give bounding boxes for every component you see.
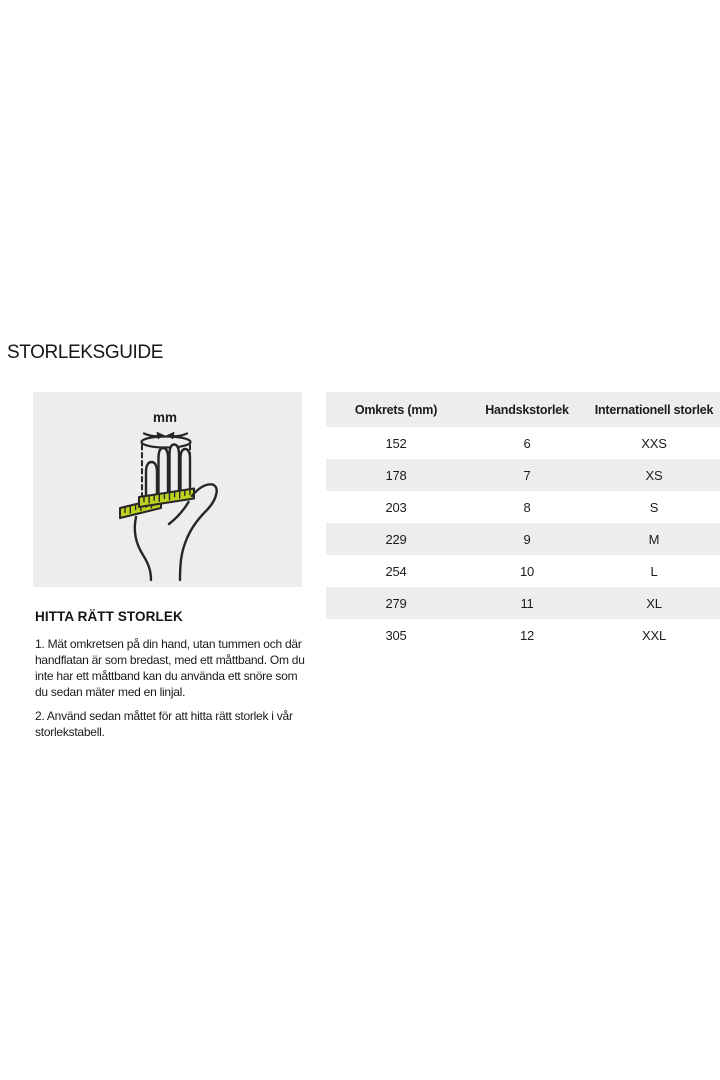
table-header-cell-circumference: Omkrets (mm) [354,402,438,417]
table-cell: 7 [523,467,531,483]
table-cell: 152 [385,435,407,451]
table-cell: 279 [385,595,407,611]
table-cell: XL [646,595,662,611]
table-cell: 305 [385,627,407,643]
table-cell: 9 [523,531,531,547]
table-cell: 203 [385,499,407,515]
table-row [326,491,720,523]
table-cell: 11 [520,595,534,611]
table-row [326,587,720,619]
table-row [326,523,720,555]
size-guide-table [326,392,720,651]
table-cell: 8 [523,499,531,515]
table-cell: 6 [523,435,531,451]
table-cell: 10 [519,563,535,579]
table-cell: S [649,499,659,515]
table-header-cell-glove-size: Handskstorlek [485,402,569,417]
table-row [326,427,720,459]
table-cell: 229 [385,531,407,547]
table-cell: 254 [385,563,407,579]
table-cell: XXS [641,435,667,451]
table-cell: XXL [642,627,666,643]
hand-measurement-svg [33,392,302,587]
table-header-row [326,392,720,427]
instructions-heading: HITTA RÄTT STORLEK [35,609,183,624]
measure-instructions [35,609,311,740]
table-cell: XS [645,467,663,483]
table-row [326,459,720,491]
table-cell: 12 [519,627,535,643]
instruction-step-1: 1. Mät omkretsen på din hand, utan tummen och där handflatan är som bredast, med ett måttband. Om du inte har ett måttband kan du använda ett snöre som du sedan mäter med en linjal. [35,637,305,699]
mm-label: mm [152,410,178,425]
table-cell: M [648,531,660,547]
table-cell: 178 [385,467,407,483]
table-body [326,427,720,651]
page-title: STORLEKSGUIDE [7,342,163,363]
table-row [326,619,720,651]
table-cell: L [650,563,658,579]
table-header-cell-international-size: Internationell storlek [594,402,714,417]
instruction-step-2: 2. Använd sedan måttet för att hitta rätt storlek i vår storlekstabell. [35,709,293,739]
table-row [326,555,720,587]
hand-measurement-illustration [33,392,302,587]
